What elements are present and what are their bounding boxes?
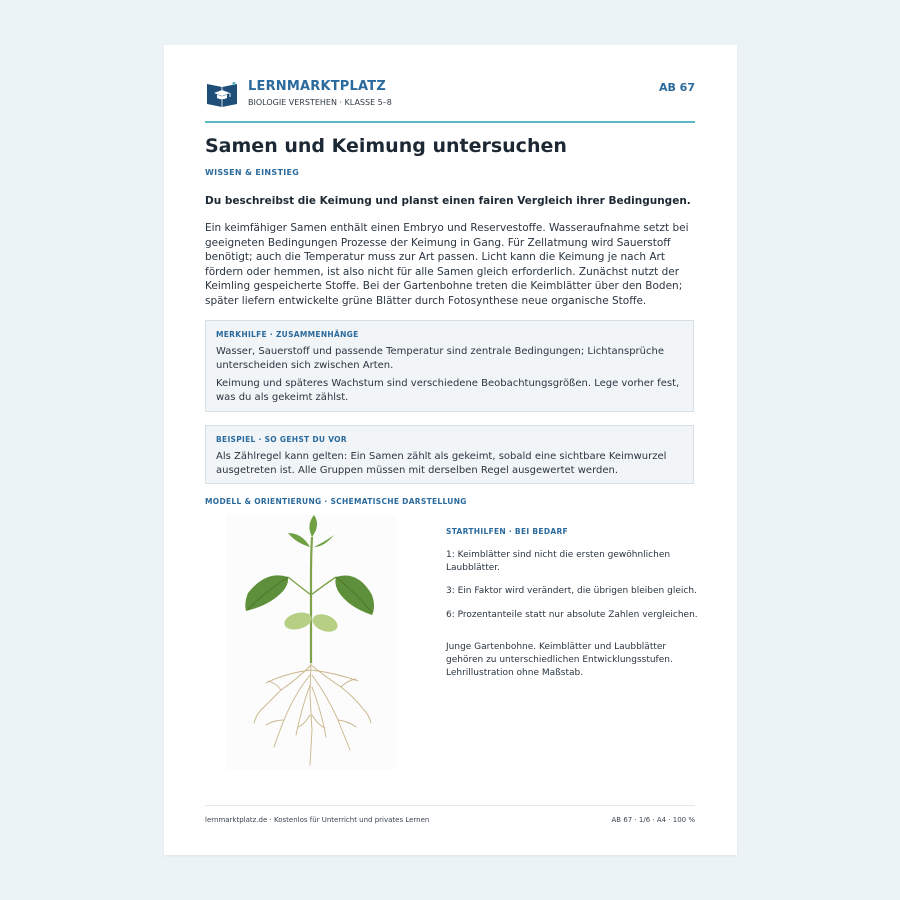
worksheet-page bbox=[164, 45, 737, 855]
model-label: MODELL & ORIENTIERUNG · SCHEMATISCHE DARSTELLUNG bbox=[205, 497, 467, 506]
hint-item: 6: Prozentanteile statt nur absolute Zahlen vergleichen. bbox=[446, 609, 698, 620]
page-title: Samen und Keimung untersuchen bbox=[205, 135, 567, 157]
footer-page-info: AB 67 · 1/6 · A4 · 100 % bbox=[611, 816, 695, 824]
illustration-caption: Junge Gartenbohne. Keimblätter und Laubblätter gehören zu unterschiedlichen Entwicklungsstufen. Lehrillustration ohne Maßstab. bbox=[446, 642, 673, 678]
hints-panel bbox=[446, 527, 698, 679]
beispiel-label: BEISPIEL · SO GEHST DU VOR bbox=[216, 435, 347, 444]
beispiel-box bbox=[205, 425, 694, 484]
intro-paragraph: Ein keimfähiger Samen enthält einen Embryo und Reservestoffe. Wasseraufnahme setzt bei geeigneten Bedingungen Prozesse der Keimung in Gang. Für Zellatmung wird Sauerstoff benötigt; auch die Temperatur muss zur Art passen. Licht kann die Keimung je nach Art fördern oder hemmen, ist also nicht für alle Samen gleich erforderlich. Zunächst nutzt der Keimling gespeicherte Stoffe. Bei der Gartenbohne treten die Keimblätter über den Boden; später liefern entwickelte grüne Blätter durch Fotosynthese neue organische Stoffe. bbox=[205, 222, 689, 307]
merkhilfe-paragraph: Wasser, Sauerstoff und passende Temperatur sind zentrale Bedingungen; Lichtansprüche unterscheiden sich zwischen Arten. bbox=[216, 346, 664, 371]
brand-subtitle: BIOLOGIE VERSTEHEN · KLASSE 5–8 bbox=[248, 98, 392, 107]
page-header bbox=[206, 79, 695, 119]
merkhilfe-paragraph: Keimung und späteres Wachstum sind verschiedene Beobachtungsgrößen. Lege vorher fest, was du als gekeimt zählst. bbox=[216, 378, 680, 403]
merkhilfe-box bbox=[205, 320, 694, 412]
lead-sentence: Du beschreibst die Keimung und planst einen fairen Vergleich ihrer Bedingungen. bbox=[205, 195, 691, 207]
worksheet-code: AB 67 bbox=[658, 81, 695, 94]
book-graduation-cap-icon bbox=[206, 81, 238, 107]
brand-name: LERNMARKTPLATZ bbox=[248, 79, 386, 94]
beispiel-paragraph: Als Zählregel kann gelten: Ein Samen zählt als gekeimt, sobald eine sichtbare Keimwurzel ausgetreten ist. Alle Gruppen müssen mit derselben Regel ausgewertet werden. bbox=[216, 451, 667, 476]
footer-divider bbox=[205, 805, 695, 806]
hint-item: 3: Ein Faktor wird verändert, die übrigen bleiben gleich. bbox=[446, 586, 697, 597]
hint-item: 1: Keimblätter sind nicht die ersten gewöhnlichen Laubblätter. bbox=[446, 550, 671, 573]
merkhilfe-label: MERKHILFE · ZUSAMMENHÄNGE bbox=[216, 330, 359, 339]
section-label: WISSEN & EINSTIEG bbox=[205, 168, 300, 177]
header-divider bbox=[205, 121, 695, 123]
hints-label: STARTHILFEN · BEI BEDARF bbox=[446, 527, 568, 536]
bean-seedling-illustration bbox=[226, 515, 396, 770]
footer-source: lernmarktplatz.de · Kostenlos für Unterricht und privates Lernen bbox=[205, 816, 430, 824]
